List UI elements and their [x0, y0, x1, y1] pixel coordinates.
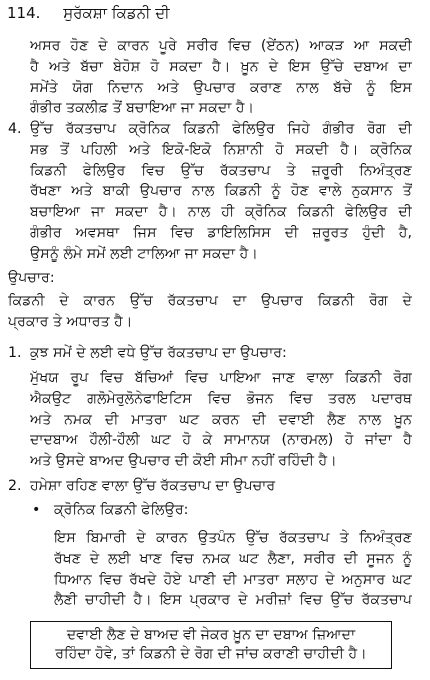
text-line: ਗੰਭੀਰ ਤਕਲੀਫ਼ ਤੋਂ ਬਚਾਇਆ ਜਾ ਸਕਦਾ ਹੈ। [30, 100, 255, 117]
text-line: ਦਾਦਬਾਅ ਹੌਲੀ-ਹੌਲੀ ਘਟ ਹੋ ਕੇ ਸਾਮਾਨਯ (ਨਾਰਮਲ) ਹੋ ਜਾਂਦਾ ਹੈ [30, 432, 412, 449]
text-line: ਸਭ ਤੋਂ ਪਹਿਲੀ ਅਤੇ ਇਕੋ-ਇਕੋ ਨਿਸ਼ਾਨੀ ਹੋ ਸਕਦੀ ਹੈ। ਕ੍ਰੋਨਿਕ [30, 141, 412, 158]
section-heading: ਉਪਚਾਰ: [8, 270, 55, 286]
intro-paragraph [30, 36, 412, 119]
text-line: ਇਸ ਬਿਮਾਰੀ ਦੇ ਕਾਰਨ ਉਤਪੰਨ ਉੱਚ ਰੱਕਤਚਾਪ ਤੇ ਨਿਅੰਤ੍ਰਣ [54, 530, 412, 546]
text-line: ਰੱਖਣ ਦੇ ਲਈ ਖਾਣ ਵਿਚ ਨਮਕ ਘਟ ਲੈਣਾ, ਸਰੀਰ ਦੀ ਸੂਜਨ ਨੂੰ [54, 550, 412, 567]
text-line: ਰੱਖਣਾ ਅਤੇ ਬਾਕੀ ਉਪਚਾਰ ਨਾਲ ਕਿਡਨੀ ਨੂੰ ਹੋਣ ਵਾਲੇ ਨੁਕਸਾਨ ਤੋਂ [30, 183, 412, 200]
item-1-paragraph [30, 368, 412, 472]
text-line: ਕਿਡਨੀ ਦੇ ਕਾਰਨ ਉੱਚ ਰੱਕਤਚਾਪ ਦਾ ਉਪਚਾਰ ਕਿਡਨੀ ਰੋਗ ਦੇ [8, 293, 412, 309]
text-line: ਐਕਉਟ ਗਲੋਮੇਰੁਲੋਨੇਫਾਇਟਿਸ ਵਿਚ ਭੋਜਨ ਵਿਚ ਤਰਲ ਪਦਾਰਥ [30, 390, 412, 407]
text-line: ਮੁੱਖਯ ਰੂਪ ਵਿਚ ਬੱਚਿਆਂ ਵਿਚ ਪਾਇਆ ਜਾਣ ਵਾਲਾ ਕਿਡਨੀ ਰੋਗ [30, 370, 412, 386]
note-box [30, 621, 392, 669]
treatment-paragraph [8, 291, 412, 333]
point-4-paragraph [30, 119, 412, 265]
text-line: ਅਤੇ ਉਸਦੇ ਬਾਅਦ ਉਪਚਾਰ ਦੀ ਕੋਈ ਸੀਮਾ ਨਹੀਂ ਰਹਿੰਦੀ ਹੈ। [30, 453, 337, 470]
bullet-title: ਕ੍ਰੋਨਿਕ ਕਿਡਨੀ ਫੇਲਿਉਰ: [54, 502, 189, 518]
bullet-paragraph [54, 528, 412, 611]
point-number: 4. [8, 121, 22, 137]
text-line: ਉੱਚ ਰੱਕਤਚਾਪ ਕ੍ਰੋਨਿਕ ਕਿਡਨੀ ਫੇਲਿਉਰ ਜਿਹੇ ਗੰਭੀਰ ਰੋਗ ਦੀ [30, 121, 412, 137]
text-line: ਬਚਾਇਆ ਜਾ ਸਕਦਾ ਹੈ। ਨਾਲ ਹੀ ਕ੍ਰੋਨਿਕ ਕਿਡਨੀ ਫੇਲਿਉਰ ਦੀ [30, 204, 412, 221]
item-number: 1. [8, 345, 22, 361]
bullet-icon: • [32, 502, 41, 518]
note-line: ਦਵਾਈ ਲੈਣ ਦੇ ਬਾਅਦ ਵੀ ਜੇਕਰ ਖ਼ੂਨ ਦਾ ਦਬਾਅ ਜ਼ਿਆਦਾ [66, 627, 356, 643]
text-line: ਗੰਭੀਰ ਅਵਸਥਾ ਜਿਸ ਵਿਚ ਡਾਇਲਿਸਿਸ ਦੀ ਜ਼ਰੂਰਤ ਹੁੰਦੀ ਹੈ, [30, 224, 412, 241]
text-line: ਧਿਆਨ ਵਿਚ ਰੱਖਦੇ ਹੋਏ ਪਾਣੀ ਦੀ ਮਾਤਰਾ ਸਲਾਹ ਦੇ ਅਨੁਸਾਰ ਘਟ [54, 571, 412, 588]
text-line: ਅਸਰ ਹੋਣ ਦੇ ਕਾਰਨ ਪੂਰੇ ਸਰੀਰ ਵਿਚ (ਏਂਠਨ) ਆਕੜ ਆ ਸਕਦੀ [30, 38, 412, 54]
page-header [7, 3, 170, 24]
text-line: ਹੈ ਅਤੇ ਬੱਚਾ ਬੇਹੋਸ਼ ਹੋ ਸਕਦਾ ਹੈ। ਖ਼ੂਨ ਦੇ ਇਸ ਉੱਚੇ ਦਬਾਅ ਦਾ [30, 58, 412, 75]
page-number: 114. [7, 4, 41, 22]
text-line: ਸਮੇਂਤੇ ਯੋਗ ਨਿਦਾਨ ਅਤੇ ਉਪਚਾਰ ਕਰਾਣ ਨਾਲ ਬੱਚੇ ਨੂੰ ਇਸ [30, 79, 412, 96]
item-2-title: ਹਮੇਸ਼ਾ ਰਹਿਣ ਵਾਲਾ ਉੱਚ ਰੱਕਤਚਾਪ ਦਾ ਉਪਚਾਰ [30, 478, 276, 494]
text-line: ਕਿਡਨੀ ਫੇਲਿਉਰ ਵਿਚ ਉੱਚ ਰੱਕਤਚਾਪ ਤੇ ਜ਼ਰੂਰੀ ਨਿਅੰਤ੍ਰਣ [30, 162, 412, 179]
text-line: ਲੈਣੀ ਚਾਹੀਦੀ ਹੈ। ਇਸ ਪ੍ਰਕਾਰ ਦੇ ਮਰੀਜ਼ਾਂ ਵਿਚ ਉੱਚ ਰੱਕਤਚਾਪ [54, 592, 412, 609]
running-title: ਸੁਰੱਕਸ਼ਾ ਕਿਡਨੀ ਦੀ [63, 4, 170, 22]
item-number: 2. [8, 478, 22, 494]
text-line: ਉਸਨੂੰ ਲੰਮੇ ਸਮੇਂ ਲਈ ਟਾਲਿਆ ਜਾ ਸਕਦਾ ਹੈ। [30, 245, 258, 262]
item-1-title: ਕੁਝ ਸਮੇਂ ਦੇ ਲਈ ਵਧੇ ਉੱਚ ਰੱਕਤਚਾਪ ਦਾ ਉਪਚਾਰ: [30, 345, 287, 361]
note-line: ਰਹਿੰਦਾ ਹੋਵੇ, ਤਾਂ ਕਿਡਨੀ ਦੇ ਰੋਗ ਦੀ ਜਾਂਚ ਕਰਾਣੀ ਚਾਹੀਦੀ ਹੈ। [55, 646, 367, 662]
text-line: ਪ੍ਰਕਾਰ ਤੇ ਅਧਾਰਤ ਹੈ। [8, 313, 133, 330]
text-line: ਅਤੇ ਨਮਕ ਦੀ ਮਾਤਰਾ ਘਟ ਕਰਨ ਦੀ ਦਵਾਈ ਲੈਣ ਨਾਲ ਖ਼ੂਨ [30, 411, 412, 428]
